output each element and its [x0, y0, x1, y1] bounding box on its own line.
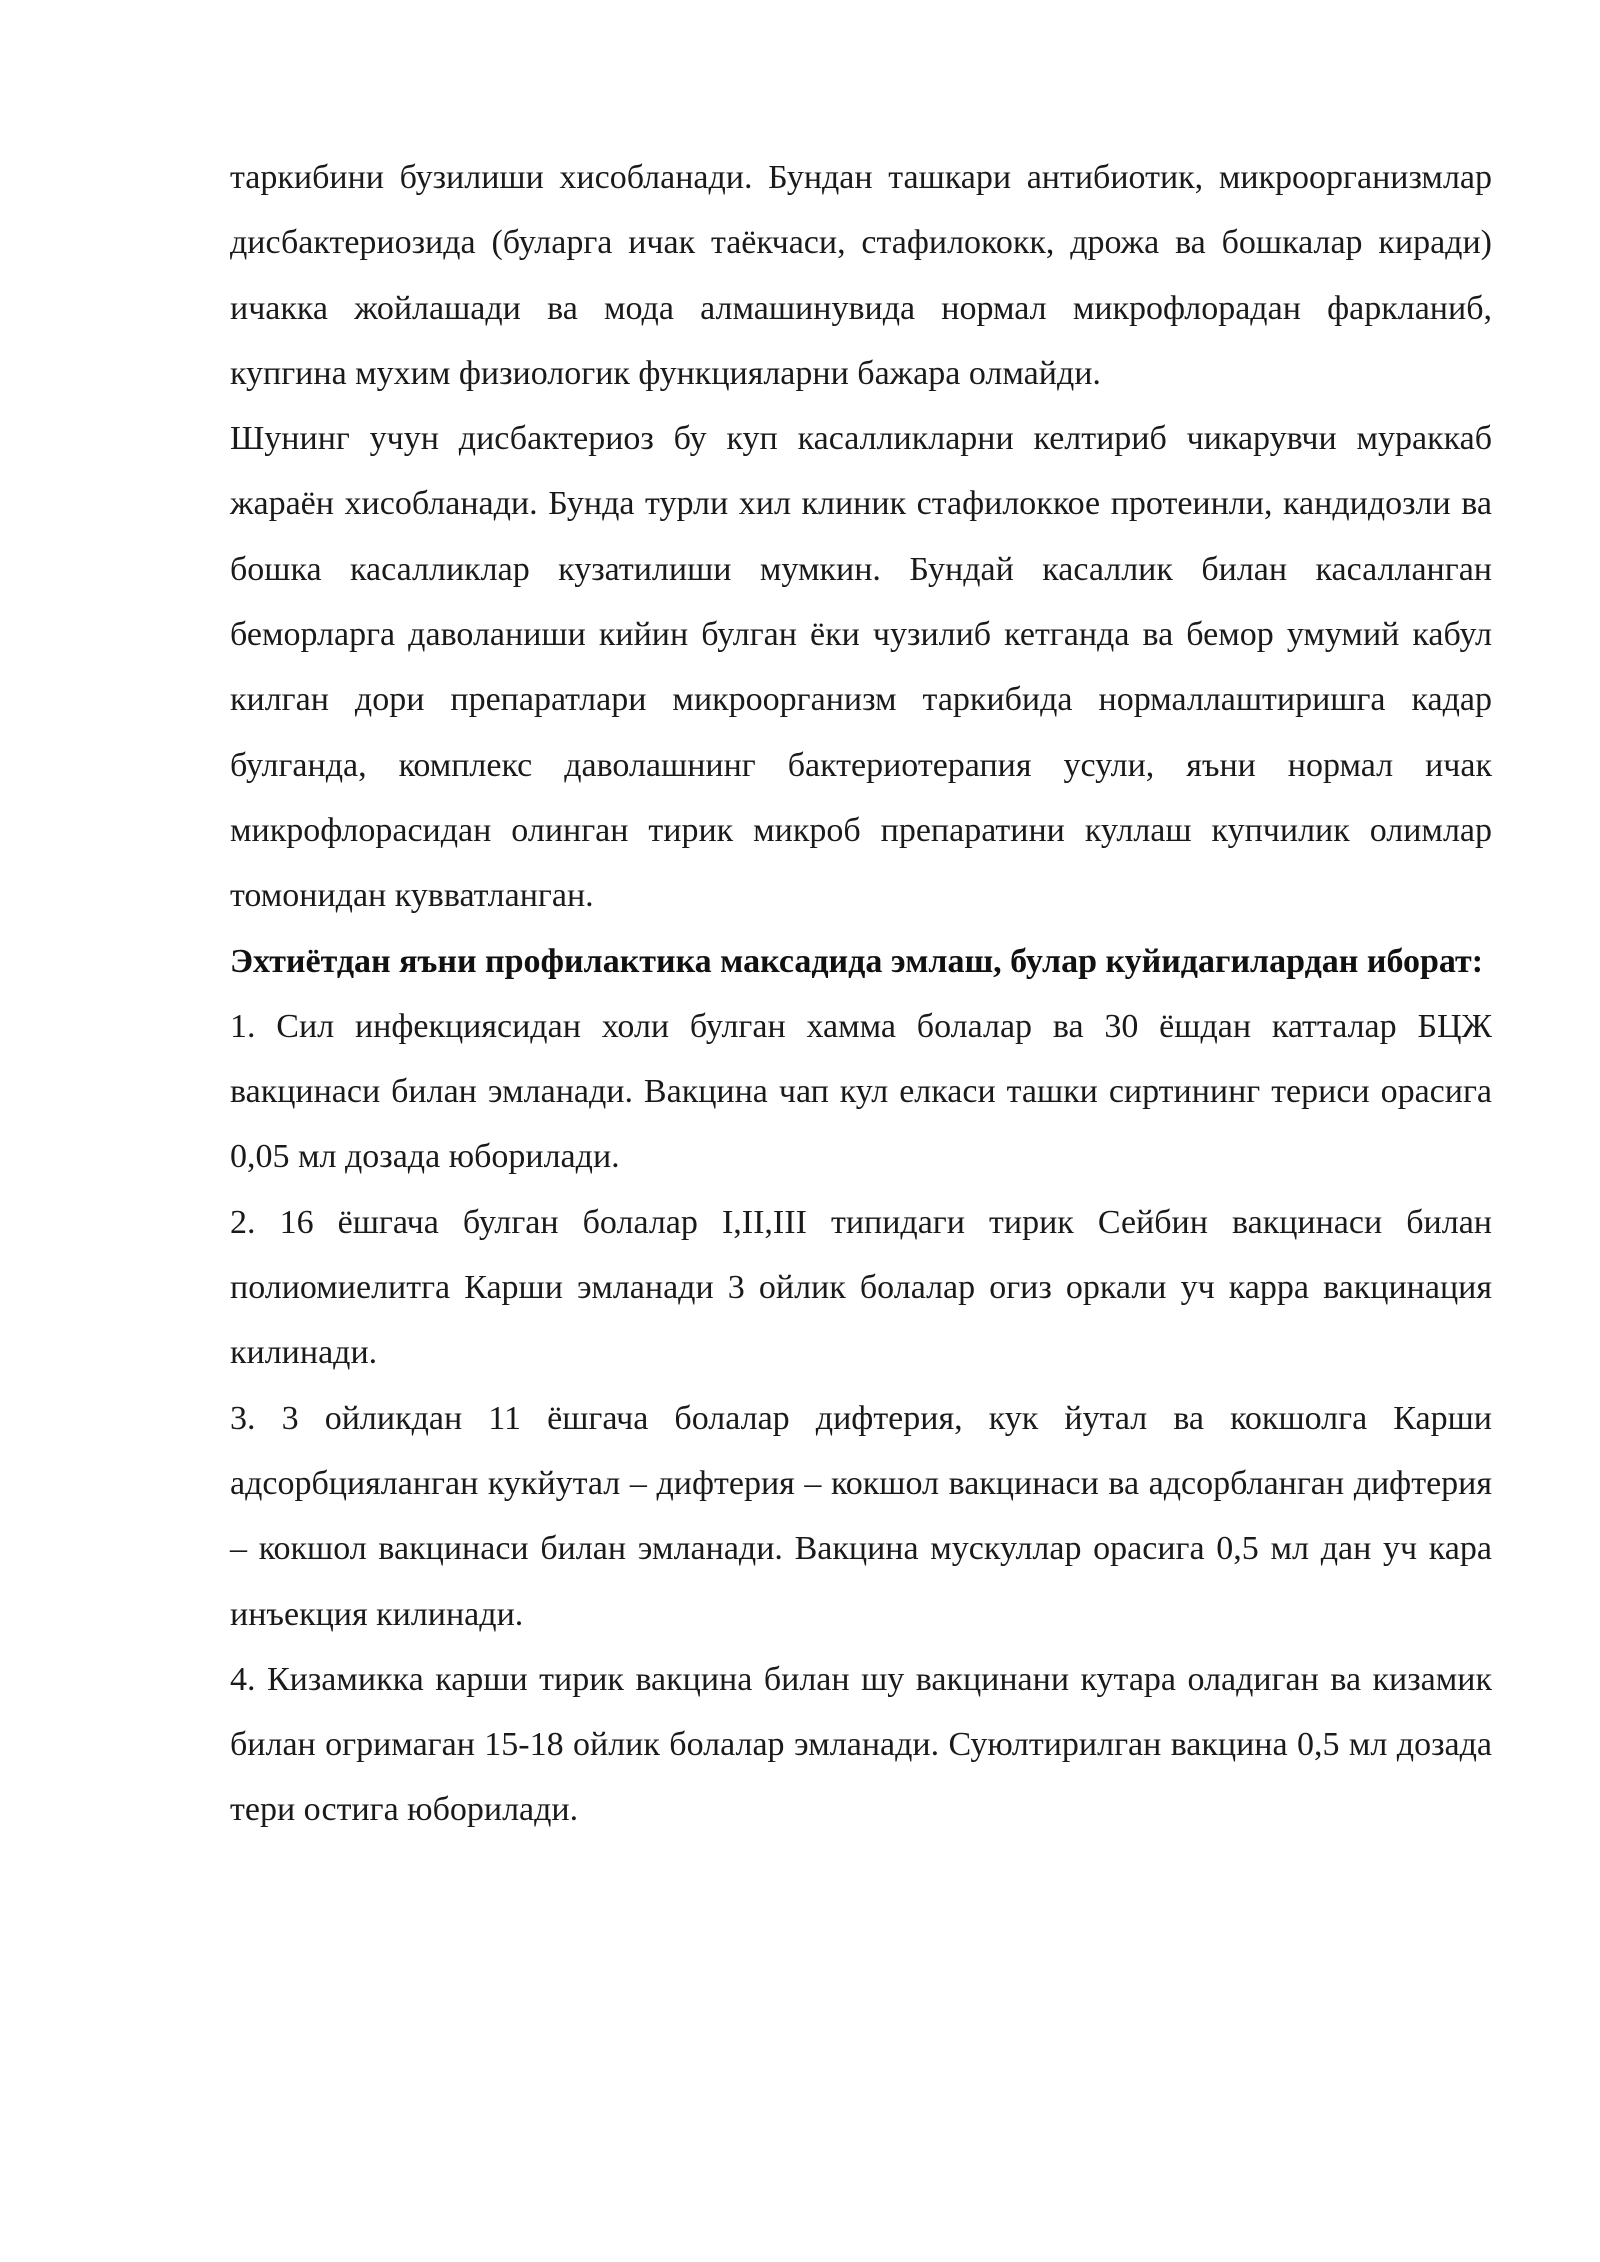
list-item-measles-vaccine: 4. Кизамикка карши тирик вакцина билан шу вакцинани кутара оладиган ва кизамик билан огримаган 15-18 ойлик болалар эмланади. Суюлтирилган вакцина 0,5 мл дозада тери остига юборилади. — [230, 1660, 1492, 1829]
paragraph-dysbacteriosis-intro: таркибини бузилиши хисобланади. Бундан ташкари антибиотик, микроорганизмлар дисбактериозида (буларга ичак таёкчаси, стафилококк, дрожа ва бошкалар киради) ичакка жойлашади ва мода алмашинувида нормал микрофлорадан фаркланиб, купгина мухим физиологик функцияларни бажара олмайди. — [230, 159, 1492, 392]
paragraph-dysbacteriosis-treatment: Шунинг учун дисбактериоз бу куп касалликларни келтириб чикарувчи мураккаб жараён хисобланади. Бунда турли хил клиник стафилоккое протеинли, кандидозли ва бошка касалликлар кузатилиши мумкин. Бундай касаллик билан касалланган беморларга даволаниши кийин булган ёки чузилиб кетганда ва бемор умумий кабул килган дори препаратлари микроорганизм таркибида нормаллаштиришга кадар булганда, комплекс даволашнинг бактериотерапия усули, яъни нормал ичак микрофлорасидан олинган тирик микроб препаратини куллаш купчилик олимлар томонидан кувватланган. — [230, 420, 1492, 915]
list-item-polio-vaccine: 2. 16 ёшгача булган болалар I,II,III типидаги тирик Сейбин вакцинаси билан полиомиелитга Карши эмланади 3 ойлик болалар огиз оркали уч карра вакцинация килинади. — [230, 1203, 1492, 1372]
section-heading-vaccination: Эхтиётдан яъни профилактика максадида эмлаш, булар куйидагилардан иборат: — [230, 942, 1484, 980]
list-item-dtp-vaccine: 3. 3 ойликдан 11 ёшгача болалар дифтерия, кук йутал ва кокшолга Карши адсорбцияланган кукйутал – дифтерия – кокшол вакцинаси ва адсорбланган дифтерия – кокшол вакцинаси билан эмланади. Вакцина мускуллар орасига 0,5 мл дан уч кара инъекция килинади. — [230, 1399, 1492, 1633]
document-body — [230, 145, 1492, 1843]
list-item-bcg-vaccine: 1. Сил инфекциясидан холи булган хамма болалар ва 30 ёшдан катталар БЦЖ вакцинаси билан эмланади. Вакцина чап кул елкаси ташки сиртининг териси орасига 0,05 мл дозада юборилади. — [230, 1007, 1492, 1176]
